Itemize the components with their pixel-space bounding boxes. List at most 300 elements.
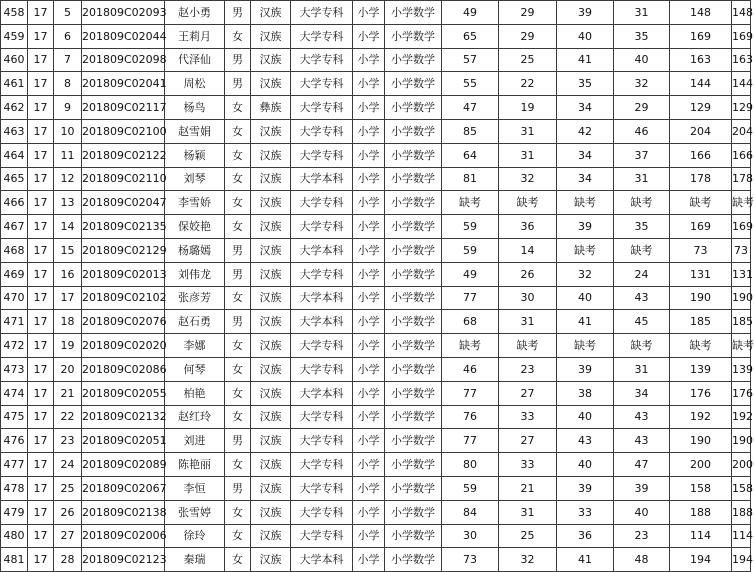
score-3-cell: 40 xyxy=(557,286,614,310)
education-cell: 大学专科 xyxy=(291,72,353,96)
final-score-cell: 158 xyxy=(732,476,751,500)
candidate-name-cell: 赵红玲 xyxy=(165,405,225,429)
final-score-cell: 129 xyxy=(732,96,751,120)
total-score-cell: 200 xyxy=(670,453,732,477)
total-score-cell: 188 xyxy=(670,500,732,524)
total-score-cell: 169 xyxy=(670,24,732,48)
final-score-cell: 190 xyxy=(732,429,751,453)
score-1-cell: 85 xyxy=(442,119,499,143)
gender-cell: 男 xyxy=(225,262,251,286)
final-score-cell: 139 xyxy=(732,357,751,381)
gender-cell: 女 xyxy=(225,500,251,524)
admission-id-cell: 201809C02123 xyxy=(82,548,165,572)
gender-cell: 女 xyxy=(225,548,251,572)
seat-number-cell: 7 xyxy=(54,48,82,72)
score-2-cell: 31 xyxy=(499,119,557,143)
score-4-cell: 34 xyxy=(614,381,670,405)
gender-cell: 男 xyxy=(225,48,251,72)
subject-cell: 小学数学 xyxy=(385,96,442,120)
subject-cell: 小学数学 xyxy=(385,357,442,381)
score-4-cell: 缺考 xyxy=(614,191,670,215)
score-1-cell: 59 xyxy=(442,238,499,262)
table-row xyxy=(1,334,751,358)
score-3-cell: 34 xyxy=(557,143,614,167)
score-1-cell: 57 xyxy=(442,48,499,72)
score-4-cell: 29 xyxy=(614,96,670,120)
exam-room-cell: 17 xyxy=(28,500,54,524)
score-3-cell: 42 xyxy=(557,119,614,143)
candidate-name-cell: 代泽仙 xyxy=(165,48,225,72)
table-row xyxy=(1,548,751,572)
row-number-cell: 458 xyxy=(1,1,28,25)
seat-number-cell: 22 xyxy=(54,405,82,429)
score-2-cell: 19 xyxy=(499,96,557,120)
gender-cell: 女 xyxy=(225,524,251,548)
school-level-cell: 小学 xyxy=(353,48,385,72)
ethnicity-cell: 汉族 xyxy=(251,357,291,381)
score-3-cell: 33 xyxy=(557,500,614,524)
exam-room-cell: 17 xyxy=(28,96,54,120)
gender-cell: 女 xyxy=(225,119,251,143)
final-score-cell: 185 xyxy=(732,310,751,334)
ethnicity-cell: 汉族 xyxy=(251,524,291,548)
seat-number-cell: 10 xyxy=(54,119,82,143)
final-score-cell: 163 xyxy=(732,48,751,72)
exam-room-cell: 17 xyxy=(28,405,54,429)
score-2-cell: 27 xyxy=(499,429,557,453)
final-score-cell: 114 xyxy=(732,524,751,548)
ethnicity-cell: 汉族 xyxy=(251,286,291,310)
school-level-cell: 小学 xyxy=(353,310,385,334)
score-2-cell: 缺考 xyxy=(499,334,557,358)
seat-number-cell: 15 xyxy=(54,238,82,262)
score-2-cell: 27 xyxy=(499,381,557,405)
ethnicity-cell: 汉族 xyxy=(251,24,291,48)
gender-cell: 女 xyxy=(225,334,251,358)
score-4-cell: 45 xyxy=(614,310,670,334)
exam-room-cell: 17 xyxy=(28,381,54,405)
subject-cell: 小学数学 xyxy=(385,524,442,548)
table-row xyxy=(1,1,751,25)
subject-cell: 小学数学 xyxy=(385,48,442,72)
final-score-cell: 144 xyxy=(732,72,751,96)
ethnicity-cell: 汉族 xyxy=(251,262,291,286)
score-2-cell: 33 xyxy=(499,405,557,429)
candidate-name-cell: 李恒 xyxy=(165,476,225,500)
ethnicity-cell: 汉族 xyxy=(251,476,291,500)
candidate-name-cell: 杨鸟 xyxy=(165,96,225,120)
school-level-cell: 小学 xyxy=(353,286,385,310)
score-2-cell: 23 xyxy=(499,357,557,381)
score-1-cell: 59 xyxy=(442,476,499,500)
score-3-cell: 32 xyxy=(557,262,614,286)
candidate-name-cell: 何琴 xyxy=(165,357,225,381)
candidate-name-cell: 刘琴 xyxy=(165,167,225,191)
ethnicity-cell: 汉族 xyxy=(251,191,291,215)
subject-cell: 小学数学 xyxy=(385,262,442,286)
subject-cell: 小学数学 xyxy=(385,286,442,310)
score-1-cell: 68 xyxy=(442,310,499,334)
row-number-cell: 473 xyxy=(1,357,28,381)
gender-cell: 女 xyxy=(225,167,251,191)
candidate-name-cell: 秦瑞 xyxy=(165,548,225,572)
gender-cell: 女 xyxy=(225,286,251,310)
score-3-cell: 缺考 xyxy=(557,334,614,358)
ethnicity-cell: 汉族 xyxy=(251,381,291,405)
ethnicity-cell: 汉族 xyxy=(251,119,291,143)
candidate-name-cell: 陈艳丽 xyxy=(165,453,225,477)
subject-cell: 小学数学 xyxy=(385,429,442,453)
exam-room-cell: 17 xyxy=(28,143,54,167)
row-number-cell: 472 xyxy=(1,334,28,358)
total-score-cell: 73 xyxy=(670,238,732,262)
ethnicity-cell: 汉族 xyxy=(251,215,291,239)
education-cell: 大学专科 xyxy=(291,143,353,167)
education-cell: 大学专科 xyxy=(291,405,353,429)
total-score-cell: 129 xyxy=(670,96,732,120)
row-number-cell: 462 xyxy=(1,96,28,120)
education-cell: 大学本科 xyxy=(291,310,353,334)
score-2-cell: 25 xyxy=(499,524,557,548)
row-number-cell: 474 xyxy=(1,381,28,405)
exam-room-cell: 17 xyxy=(28,310,54,334)
score-2-cell: 29 xyxy=(499,24,557,48)
final-score-cell: 192 xyxy=(732,405,751,429)
table-row xyxy=(1,215,751,239)
total-score-cell: 114 xyxy=(670,524,732,548)
exam-room-cell: 17 xyxy=(28,334,54,358)
final-score-cell: 194 xyxy=(732,548,751,572)
score-3-cell: 41 xyxy=(557,310,614,334)
score-4-cell: 32 xyxy=(614,72,670,96)
subject-cell: 小学数学 xyxy=(385,453,442,477)
score-4-cell: 43 xyxy=(614,405,670,429)
score-2-cell: 36 xyxy=(499,215,557,239)
education-cell: 大学专科 xyxy=(291,524,353,548)
score-4-cell: 35 xyxy=(614,215,670,239)
seat-number-cell: 21 xyxy=(54,381,82,405)
admission-id-cell: 201809C02086 xyxy=(82,357,165,381)
school-level-cell: 小学 xyxy=(353,238,385,262)
score-3-cell: 36 xyxy=(557,524,614,548)
total-score-cell: 163 xyxy=(670,48,732,72)
score-3-cell: 41 xyxy=(557,48,614,72)
admission-id-cell: 201809C02110 xyxy=(82,167,165,191)
score-3-cell: 39 xyxy=(557,1,614,25)
score-4-cell: 43 xyxy=(614,286,670,310)
gender-cell: 男 xyxy=(225,72,251,96)
seat-number-cell: 19 xyxy=(54,334,82,358)
gender-cell: 男 xyxy=(225,476,251,500)
candidate-name-cell: 王莉月 xyxy=(165,24,225,48)
gender-cell: 男 xyxy=(225,429,251,453)
admission-id-cell: 201809C02041 xyxy=(82,72,165,96)
total-score-cell: 192 xyxy=(670,405,732,429)
table-row xyxy=(1,96,751,120)
education-cell: 大学专科 xyxy=(291,262,353,286)
total-score-cell: 131 xyxy=(670,262,732,286)
total-score-cell: 144 xyxy=(670,72,732,96)
score-4-cell: 40 xyxy=(614,48,670,72)
gender-cell: 女 xyxy=(225,24,251,48)
subject-cell: 小学数学 xyxy=(385,405,442,429)
score-3-cell: 缺考 xyxy=(557,191,614,215)
education-cell: 大学专科 xyxy=(291,334,353,358)
score-1-cell: 76 xyxy=(442,405,499,429)
score-3-cell: 39 xyxy=(557,215,614,239)
admission-id-cell: 201809C02020 xyxy=(82,334,165,358)
subject-cell: 小学数学 xyxy=(385,119,442,143)
exam-room-cell: 17 xyxy=(28,524,54,548)
seat-number-cell: 11 xyxy=(54,143,82,167)
gender-cell: 男 xyxy=(225,1,251,25)
admission-id-cell: 201809C02051 xyxy=(82,429,165,453)
education-cell: 大学专科 xyxy=(291,24,353,48)
subject-cell: 小学数学 xyxy=(385,72,442,96)
score-3-cell: 41 xyxy=(557,548,614,572)
score-3-cell: 35 xyxy=(557,72,614,96)
score-4-cell: 缺考 xyxy=(614,238,670,262)
score-4-cell: 35 xyxy=(614,24,670,48)
admission-id-cell: 201809C02098 xyxy=(82,48,165,72)
score-3-cell: 缺考 xyxy=(557,238,614,262)
row-number-cell: 460 xyxy=(1,48,28,72)
table-row xyxy=(1,72,751,96)
admission-id-cell: 201809C02067 xyxy=(82,476,165,500)
exam-room-cell: 17 xyxy=(28,262,54,286)
table-row xyxy=(1,453,751,477)
score-4-cell: 缺考 xyxy=(614,334,670,358)
gender-cell: 女 xyxy=(225,381,251,405)
score-2-cell: 21 xyxy=(499,476,557,500)
final-score-cell: 178 xyxy=(732,167,751,191)
school-level-cell: 小学 xyxy=(353,72,385,96)
score-4-cell: 31 xyxy=(614,357,670,381)
score-1-cell: 49 xyxy=(442,262,499,286)
table-row xyxy=(1,119,751,143)
table-row xyxy=(1,500,751,524)
exam-room-cell: 17 xyxy=(28,48,54,72)
exam-room-cell: 17 xyxy=(28,1,54,25)
table-row xyxy=(1,476,751,500)
score-1-cell: 65 xyxy=(442,24,499,48)
row-number-cell: 481 xyxy=(1,548,28,572)
row-number-cell: 476 xyxy=(1,429,28,453)
seat-number-cell: 26 xyxy=(54,500,82,524)
score-3-cell: 40 xyxy=(557,24,614,48)
education-cell: 大学专科 xyxy=(291,1,353,25)
final-score-cell: 缺考 xyxy=(732,334,751,358)
ethnicity-cell: 汉族 xyxy=(251,238,291,262)
school-level-cell: 小学 xyxy=(353,143,385,167)
score-4-cell: 24 xyxy=(614,262,670,286)
education-cell: 大学本科 xyxy=(291,238,353,262)
row-number-cell: 478 xyxy=(1,476,28,500)
score-4-cell: 39 xyxy=(614,476,670,500)
ethnicity-cell: 汉族 xyxy=(251,334,291,358)
seat-number-cell: 14 xyxy=(54,215,82,239)
ethnicity-cell: 汉族 xyxy=(251,548,291,572)
total-score-cell: 204 xyxy=(670,119,732,143)
ethnicity-cell: 汉族 xyxy=(251,72,291,96)
score-1-cell: 缺考 xyxy=(442,334,499,358)
education-cell: 大学专科 xyxy=(291,191,353,215)
score-3-cell: 39 xyxy=(557,476,614,500)
subject-cell: 小学数学 xyxy=(385,476,442,500)
total-score-cell: 缺考 xyxy=(670,191,732,215)
exam-room-cell: 17 xyxy=(28,215,54,239)
admission-id-cell: 201809C02132 xyxy=(82,405,165,429)
gender-cell: 女 xyxy=(225,357,251,381)
ethnicity-cell: 汉族 xyxy=(251,48,291,72)
seat-number-cell: 12 xyxy=(54,167,82,191)
admission-id-cell: 201809C02093 xyxy=(82,1,165,25)
total-score-cell: 178 xyxy=(670,167,732,191)
exam-room-cell: 17 xyxy=(28,119,54,143)
candidate-name-cell: 赵小勇 xyxy=(165,1,225,25)
subject-cell: 小学数学 xyxy=(385,548,442,572)
candidate-name-cell: 杨璐嫣 xyxy=(165,238,225,262)
school-level-cell: 小学 xyxy=(353,453,385,477)
ethnicity-cell: 汉族 xyxy=(251,429,291,453)
subject-cell: 小学数学 xyxy=(385,334,442,358)
row-number-cell: 463 xyxy=(1,119,28,143)
school-level-cell: 小学 xyxy=(353,500,385,524)
school-level-cell: 小学 xyxy=(353,334,385,358)
row-number-cell: 469 xyxy=(1,262,28,286)
total-score-cell: 190 xyxy=(670,429,732,453)
education-cell: 大学本科 xyxy=(291,286,353,310)
score-1-cell: 64 xyxy=(442,143,499,167)
final-score-cell: 166 xyxy=(732,143,751,167)
school-level-cell: 小学 xyxy=(353,429,385,453)
row-number-cell: 471 xyxy=(1,310,28,334)
admission-id-cell: 201809C02129 xyxy=(82,238,165,262)
table-row xyxy=(1,524,751,548)
ethnicity-cell: 汉族 xyxy=(251,310,291,334)
table-row xyxy=(1,310,751,334)
score-2-cell: 26 xyxy=(499,262,557,286)
ethnicity-cell: 汉族 xyxy=(251,453,291,477)
gender-cell: 男 xyxy=(225,310,251,334)
score-2-cell: 31 xyxy=(499,310,557,334)
exam-room-cell: 17 xyxy=(28,548,54,572)
seat-number-cell: 20 xyxy=(54,357,82,381)
final-score-cell: 190 xyxy=(732,286,751,310)
exam-room-cell: 17 xyxy=(28,24,54,48)
score-1-cell: 77 xyxy=(442,286,499,310)
admission-id-cell: 201809C02117 xyxy=(82,96,165,120)
admission-id-cell: 201809C02013 xyxy=(82,262,165,286)
admission-id-cell: 201809C02135 xyxy=(82,215,165,239)
table-row xyxy=(1,143,751,167)
gender-cell: 男 xyxy=(225,238,251,262)
score-1-cell: 47 xyxy=(442,96,499,120)
exam-room-cell: 17 xyxy=(28,167,54,191)
exam-room-cell: 17 xyxy=(28,238,54,262)
admission-id-cell: 201809C02055 xyxy=(82,381,165,405)
gender-cell: 女 xyxy=(225,405,251,429)
score-3-cell: 43 xyxy=(557,429,614,453)
score-2-cell: 32 xyxy=(499,548,557,572)
score-1-cell: 84 xyxy=(442,500,499,524)
subject-cell: 小学数学 xyxy=(385,143,442,167)
score-2-cell: 29 xyxy=(499,1,557,25)
row-number-cell: 470 xyxy=(1,286,28,310)
score-4-cell: 46 xyxy=(614,119,670,143)
score-2-cell: 32 xyxy=(499,167,557,191)
row-number-cell: 459 xyxy=(1,24,28,48)
score-1-cell: 77 xyxy=(442,381,499,405)
row-number-cell: 479 xyxy=(1,500,28,524)
gender-cell: 女 xyxy=(225,143,251,167)
admission-id-cell: 201809C02044 xyxy=(82,24,165,48)
row-number-cell: 467 xyxy=(1,215,28,239)
school-level-cell: 小学 xyxy=(353,357,385,381)
candidate-name-cell: 张彦芳 xyxy=(165,286,225,310)
candidate-name-cell: 保姣艳 xyxy=(165,215,225,239)
score-2-cell: 33 xyxy=(499,453,557,477)
subject-cell: 小学数学 xyxy=(385,191,442,215)
exam-room-cell: 17 xyxy=(28,429,54,453)
score-4-cell: 40 xyxy=(614,500,670,524)
table-row xyxy=(1,381,751,405)
table-row xyxy=(1,357,751,381)
score-3-cell: 40 xyxy=(557,453,614,477)
subject-cell: 小学数学 xyxy=(385,24,442,48)
score-4-cell: 23 xyxy=(614,524,670,548)
exam-room-cell: 17 xyxy=(28,476,54,500)
candidate-name-cell: 柏艳 xyxy=(165,381,225,405)
exam-room-cell: 17 xyxy=(28,357,54,381)
score-3-cell: 34 xyxy=(557,96,614,120)
school-level-cell: 小学 xyxy=(353,476,385,500)
admission-id-cell: 201809C02122 xyxy=(82,143,165,167)
seat-number-cell: 9 xyxy=(54,96,82,120)
candidate-name-cell: 周松 xyxy=(165,72,225,96)
score-2-cell: 31 xyxy=(499,500,557,524)
row-number-cell: 461 xyxy=(1,72,28,96)
score-1-cell: 59 xyxy=(442,215,499,239)
score-3-cell: 40 xyxy=(557,405,614,429)
total-score-cell: 139 xyxy=(670,357,732,381)
school-level-cell: 小学 xyxy=(353,119,385,143)
gender-cell: 女 xyxy=(225,453,251,477)
education-cell: 大学专科 xyxy=(291,48,353,72)
seat-number-cell: 5 xyxy=(54,1,82,25)
final-score-cell: 176 xyxy=(732,381,751,405)
row-number-cell: 464 xyxy=(1,143,28,167)
admission-id-cell: 201809C02076 xyxy=(82,310,165,334)
education-cell: 大学本科 xyxy=(291,548,353,572)
table-row xyxy=(1,191,751,215)
ethnicity-cell: 彝族 xyxy=(251,96,291,120)
candidate-name-cell: 李雪娇 xyxy=(165,191,225,215)
table-row xyxy=(1,24,751,48)
seat-number-cell: 17 xyxy=(54,286,82,310)
score-2-cell: 30 xyxy=(499,286,557,310)
education-cell: 大学本科 xyxy=(291,381,353,405)
exam-room-cell: 17 xyxy=(28,191,54,215)
admission-id-cell: 201809C02089 xyxy=(82,453,165,477)
score-4-cell: 48 xyxy=(614,548,670,572)
subject-cell: 小学数学 xyxy=(385,238,442,262)
school-level-cell: 小学 xyxy=(353,262,385,286)
school-level-cell: 小学 xyxy=(353,405,385,429)
table-row xyxy=(1,262,751,286)
score-2-cell: 缺考 xyxy=(499,191,557,215)
score-1-cell: 30 xyxy=(442,524,499,548)
